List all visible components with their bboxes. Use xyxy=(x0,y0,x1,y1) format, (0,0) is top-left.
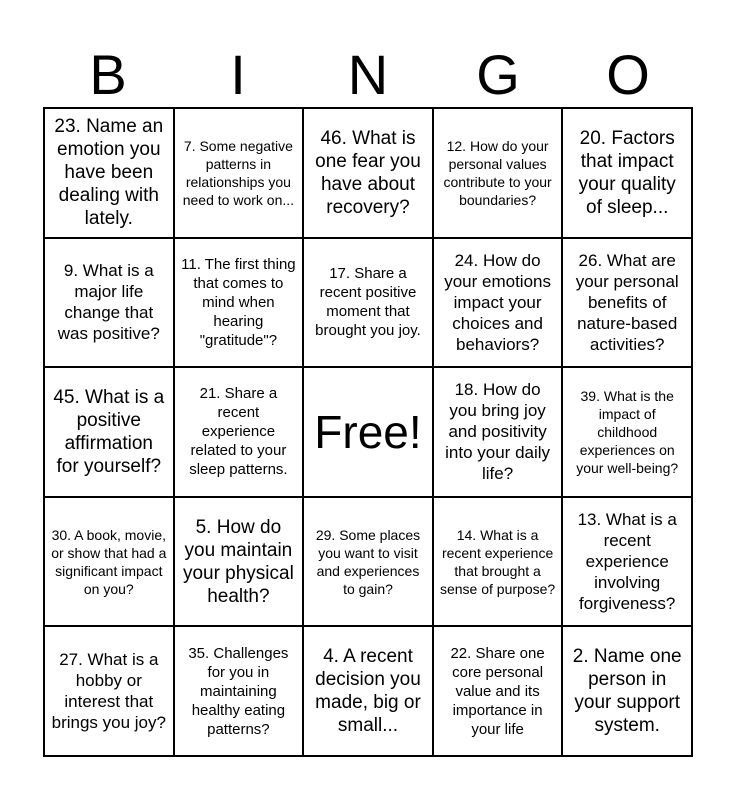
bingo-cell xyxy=(562,626,692,756)
bingo-cell xyxy=(562,497,692,627)
cell-text: 45. What is a positive affirmation for yourself? xyxy=(53,386,165,477)
bingo-cell xyxy=(303,497,433,627)
free-space-cell xyxy=(303,367,433,497)
cell-text: 21. Share a recent experience related to your sleep patterns. xyxy=(189,385,288,479)
bingo-cell xyxy=(174,108,304,238)
cell-text: 2. Name one person in your support system. xyxy=(572,646,682,737)
bingo-cell xyxy=(303,626,433,756)
cell-text: 24. How do your emotions impact your choices and behaviors? xyxy=(444,250,551,354)
bingo-cell xyxy=(174,238,304,368)
cell-text: 27. What is a hobby or interest that brings you joy? xyxy=(51,650,166,733)
bingo-cell xyxy=(44,626,174,756)
cell-text: 14. What is a recent experience that brought a sense of purpose? xyxy=(439,526,556,597)
bingo-cell xyxy=(433,626,563,756)
cell-text: 5. How do you maintain your physical health? xyxy=(182,516,294,607)
bingo-cell xyxy=(562,108,692,238)
cell-text: 4. A recent decision you made, big or small... xyxy=(315,646,421,737)
bingo-cell xyxy=(44,497,174,627)
bingo-header xyxy=(43,44,693,106)
bingo-cell xyxy=(174,497,304,627)
header-letter-g: G xyxy=(476,43,520,106)
bingo-cell xyxy=(303,108,433,238)
header-letter-o: O xyxy=(606,43,650,106)
bingo-cell xyxy=(44,238,174,368)
cell-text: 13. What is a recent experience involving forgiveness? xyxy=(577,510,677,614)
cell-text: 39. What is the impact of childhood experiences on your well-being? xyxy=(576,387,679,476)
cell-text: 23. Name an emotion you have been dealing with lately. xyxy=(54,116,164,230)
bingo-cell xyxy=(174,367,304,497)
cell-text: 7. Some negative patterns in relationships you need to work on... xyxy=(182,137,295,208)
cell-text: 17. Share a recent positive moment that brought you joy. xyxy=(315,265,421,340)
cell-text: 20. Factors that impact your quality of sleep... xyxy=(578,127,676,218)
bingo-cell xyxy=(433,108,563,238)
bingo-cell xyxy=(303,238,433,368)
free-space-label: Free! xyxy=(314,405,422,458)
cell-text: 29. Some places you want to visit and experiences to gain? xyxy=(315,526,421,597)
header-letter-i: I xyxy=(230,43,246,106)
cell-text: 30. A book, movie, or show that had a significant impact on you? xyxy=(51,526,167,597)
bingo-cell xyxy=(174,626,304,756)
bingo-cell xyxy=(44,108,174,238)
cell-text: 26. What are your personal benefits of nature-based activities? xyxy=(575,250,679,354)
header-letter-b: B xyxy=(89,43,127,106)
cell-text: 46. What is one fear you have about recovery? xyxy=(315,127,421,218)
bingo-cell xyxy=(562,238,692,368)
bingo-cell xyxy=(433,367,563,497)
bingo-cell xyxy=(433,238,563,368)
bingo-cell xyxy=(562,367,692,497)
bingo-cell xyxy=(433,497,563,627)
cell-text: 12. How do your personal values contribute to your boundaries? xyxy=(443,137,552,208)
cell-text: 18. How do you bring joy and positivity into your daily life? xyxy=(445,380,551,484)
bingo-board xyxy=(43,107,693,757)
cell-text: 11. The first thing that comes to mind when hearing "gratitude"? xyxy=(181,255,296,349)
cell-text: 22. Share one core personal value and its importance in your life xyxy=(450,644,545,738)
cell-text: 9. What is a major life change that was positive? xyxy=(57,261,160,344)
header-letter-n: N xyxy=(347,43,389,106)
cell-text: 35. Challenges for you in maintaining healthy eating patterns? xyxy=(188,644,289,738)
bingo-cell xyxy=(44,367,174,497)
